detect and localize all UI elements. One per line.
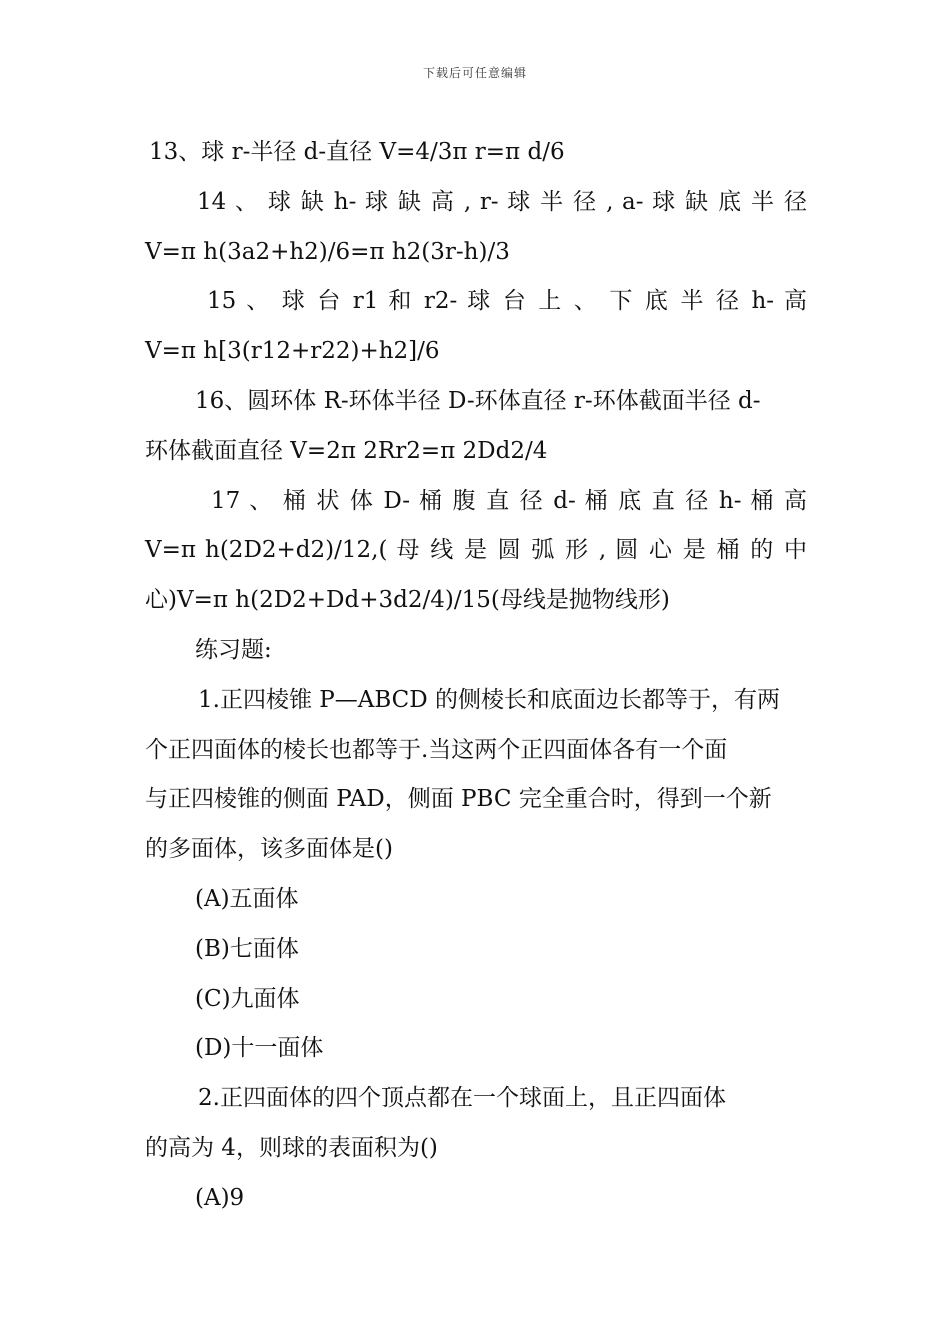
formula-line-16-cont: 环体截面直径 V=2π 2Rr2=π 2Dd2/4: [145, 437, 548, 464]
formula-line-17-cont: V=π h(2D2+d2)/12,( 母 线 是 圆 弧 形 , 圆 心 是 桶 的 中: [145, 537, 807, 564]
formula-line-16: 16、圆环体 R-环体半径 D-环体直径 r-环体截面半径 d-: [195, 387, 761, 414]
question-1-line-3: 与正四棱锥的侧面 PAD，侧面 PBC 完全重合时，得到一个新: [145, 786, 772, 813]
question-2-option-a: (A)9: [195, 1184, 245, 1211]
question-1-option-d: (D)十一面体: [195, 1035, 324, 1062]
exercise-heading: 练习题:: [195, 636, 272, 663]
formula-line-14: 14 、 球 缺 h- 球 缺 高 , r- 球 半 径 , a- 球 缺 底 半 径: [197, 188, 807, 215]
question-1-line-2: 个正四面体的棱长也都等于.当这两个正四面体各有一个面: [145, 736, 728, 763]
question-1-option-b: (B)七面体: [195, 935, 299, 962]
formula-line-13: 13、球 r-半径 d-直径 V=4/3π r=π d/6: [149, 139, 565, 165]
formula-line-17: 17 、 桶 状 体 D- 桶 腹 直 径 d- 桶 底 直 径 h- 桶 高: [211, 487, 807, 514]
question-1-option-c: (C)九面体: [195, 985, 300, 1012]
formula-line-17-cont2: 心)V=π h(2D2+Dd+3d2/4)/15(母线是抛物线形): [145, 587, 670, 614]
formula-line-15-cont: V=π h[3(r12+r22)+h2]/6: [145, 338, 440, 365]
question-2-line-1: 2.正四面体的四个顶点都在一个球面上，且正四面体: [198, 1085, 726, 1112]
formula-line-15: 15 、 球 台 r1 和 r2- 球 台 上 、 下 底 半 径 h- 高: [207, 288, 807, 315]
formula-line-14-cont: V=π h(3a2+h2)/6=π h2(3r-h)/3: [145, 238, 510, 265]
question-1-option-a: (A)五面体: [195, 885, 299, 912]
document-body: [145, 128, 807, 1224]
page-header-note: 下载后可任意编辑: [422, 66, 527, 80]
question-1-line-4: 的多面体，该多面体是(): [145, 836, 393, 863]
question-1-line-1: 1.正四棱锥 P—ABCD 的侧棱长和底面边长都等于，有两: [198, 686, 781, 713]
question-2-line-2: 的高为 4，则球的表面积为(): [145, 1134, 438, 1161]
